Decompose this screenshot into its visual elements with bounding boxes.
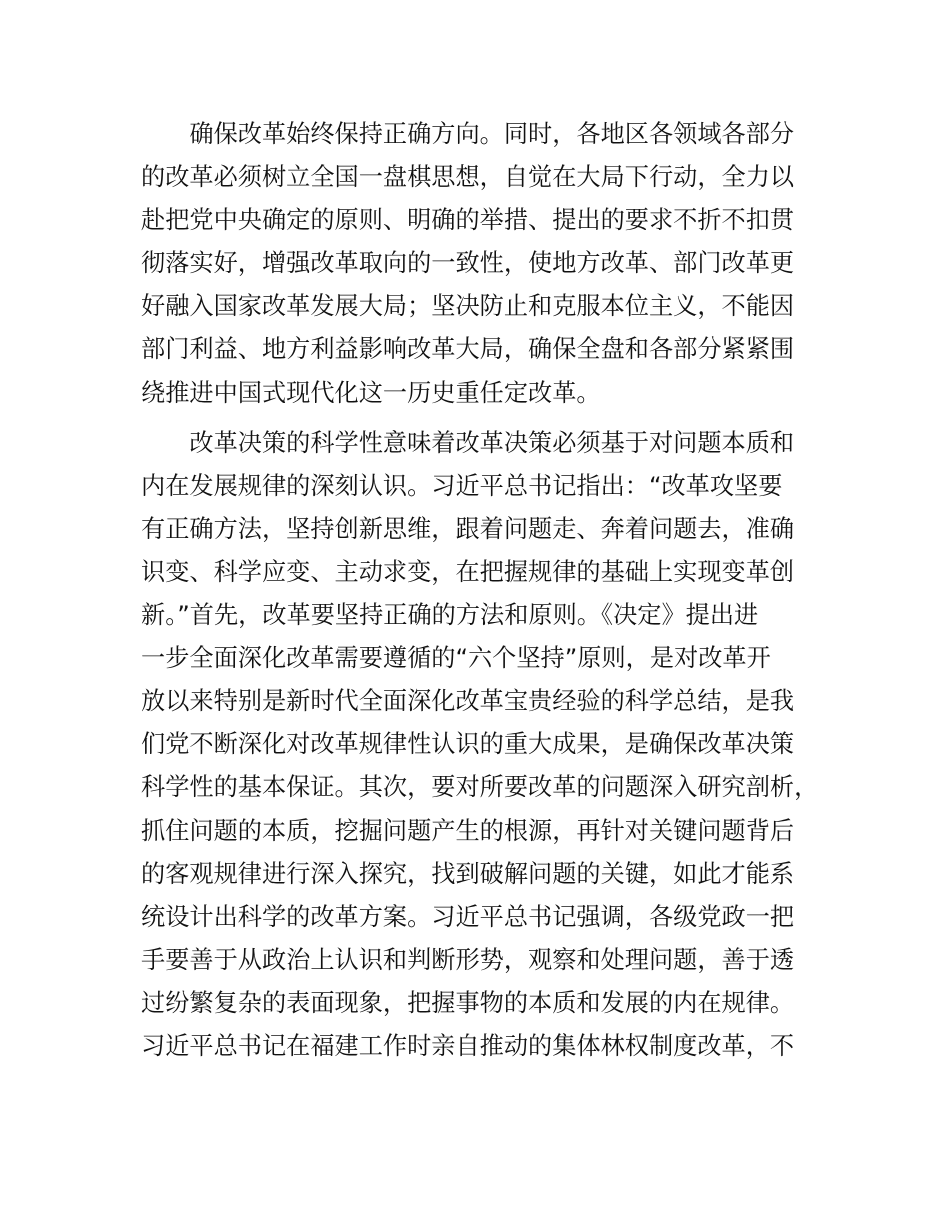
text-line: 新。”首先，改革要坚持正确的方法和原则。《决定》提出进 (141, 601, 759, 630)
text-line: 确保改革始终保持正确方向。同时，各地区各领域各部分 (141, 120, 795, 148)
document-body (141, 113, 841, 1068)
text-line: 识变、科学应变、主动求变，在把握规律的基础上实现变革创 (141, 557, 795, 586)
paragraph-2 (141, 422, 841, 1068)
text-line: 内在发展规律的深刻认识。习近平总书记指出：“改革攻坚要 (141, 471, 783, 500)
text-line: 手要善于从政治上认识和判断形势，观察和处理问题，善于透 (141, 945, 795, 974)
text-line: 过纷繁复杂的表面现象，把握事物的本质和发展的内在规律。 (141, 988, 795, 1017)
text-line: 习近平总书记在福建工作时亲自推动的集体林权制度改革，不 (141, 1031, 795, 1060)
paragraph-spacer (141, 415, 841, 422)
text-line: 绕推进中国式现代化这一历史重任定改革。 (141, 378, 601, 407)
text-line: 改革决策的科学性意味着改革决策必须基于对问题本质和 (141, 428, 795, 457)
text-line: 们党不断深化对改革规律性认识的重大成果，是确保改革决策 (141, 730, 795, 759)
text-line: 科学性的基本保证。其次，要对所要改革的问题深入研究剖析， (141, 773, 819, 802)
text-line: 统设计出科学的改革方案。习近平总书记强调，各级党政一把 (141, 902, 795, 931)
text-line: 赴把党中央确定的原则、明确的举措、提出的要求不折不扣贯 (141, 206, 795, 235)
text-line: 好融入国家改革发展大局；坚决防止和克服本位主义，不能因 (141, 292, 795, 321)
text-line: 一步全面深化改革需要遵循的“六个坚持”原则，是对改革开 (141, 644, 771, 673)
text-line: 的改革必须树立全国一盘棋思想，自觉在大局下行动，全力以 (141, 163, 795, 192)
text-line: 彻落实好，增强改革取向的一致性，使地方改革、部门改革更 (141, 249, 795, 278)
paragraph-1 (141, 113, 841, 415)
text-line: 放以来特别是新时代全面深化改革宝贵经验的科学总结，是我 (141, 687, 795, 716)
text-line: 抓住问题的本质，挖掘问题产生的根源，再针对关键问题背后 (141, 816, 795, 845)
text-line: 部门利益、地方利益影响改革大局，确保全盘和各部分紧紧围 (141, 335, 795, 364)
text-line: 的客观规律进行深入探究，找到破解问题的关键，如此才能系 (141, 859, 795, 888)
text-line: 有正确方法，坚持创新思维，跟着问题走、奔着问题去，准确 (141, 514, 795, 543)
